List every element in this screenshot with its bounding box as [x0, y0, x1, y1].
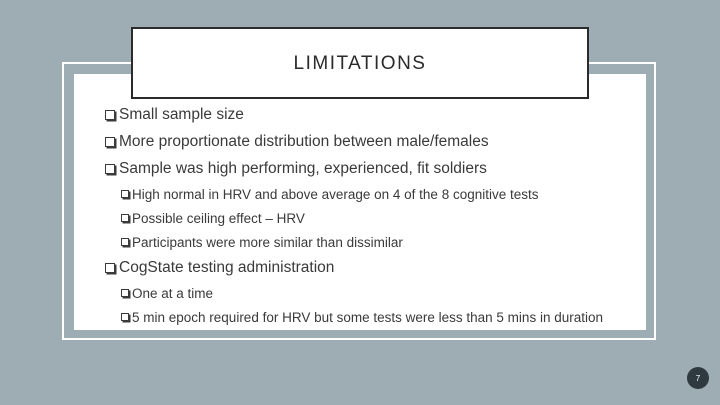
bullet-item — [105, 128, 635, 155]
sub-bullet-item — [105, 305, 635, 329]
sub-bullet-item — [105, 230, 635, 254]
bullet-item — [105, 101, 635, 128]
checkbox-bullet-icon — [121, 313, 129, 321]
title-box — [131, 27, 589, 99]
bullet-text: More proportionate distribution between male/females — [119, 132, 489, 150]
sub-bullet-item — [105, 182, 635, 206]
bullet-item — [105, 254, 635, 281]
checkbox-bullet-icon — [105, 263, 115, 273]
bullet-text: CogState testing administration — [119, 258, 335, 276]
checkbox-bullet-icon — [121, 190, 129, 198]
page-number-badge: 7 — [687, 367, 709, 389]
sub-bullet-item — [105, 206, 635, 230]
checkbox-bullet-icon — [105, 137, 115, 147]
sub-bullet-text: High normal in HRV and above average on 4 of the 8 cognitive tests — [132, 186, 539, 202]
bullet-text: Sample was high performing, experienced, fit soldiers — [119, 159, 487, 177]
sub-bullet-item — [105, 281, 635, 305]
checkbox-bullet-icon — [105, 164, 115, 174]
bullet-item — [105, 155, 635, 182]
sub-bullet-text: Possible ceiling effect – HRV — [132, 210, 305, 226]
checkbox-bullet-icon — [121, 238, 129, 246]
sub-bullet-text: One at a time — [132, 285, 214, 301]
bullet-text: Small sample size — [119, 105, 244, 123]
slide-title: LIMITATIONS — [293, 53, 427, 74]
checkbox-bullet-icon — [105, 110, 115, 120]
sub-bullet-text: Participants were more similar than dissimilar — [132, 234, 403, 250]
checkbox-bullet-icon — [121, 289, 129, 297]
checkbox-bullet-icon — [121, 214, 129, 222]
bullet-list — [105, 101, 635, 329]
sub-bullet-text: 5 min epoch required for HRV but some tests were less than 5 mins in duration — [132, 309, 603, 325]
